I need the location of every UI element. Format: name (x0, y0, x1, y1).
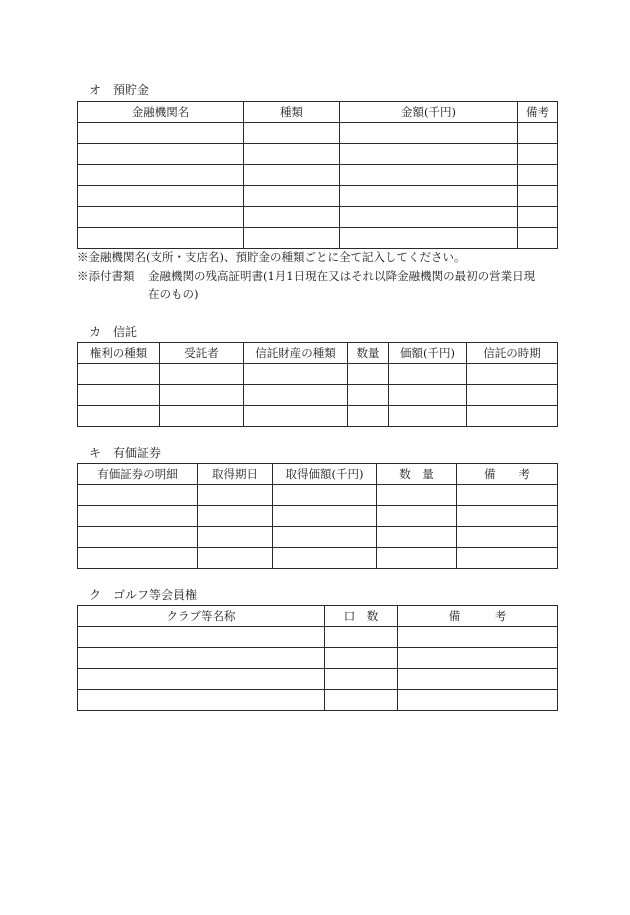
entry-cell[interactable] (244, 364, 348, 385)
entry-cell[interactable] (518, 123, 558, 144)
golf-header-remarks: 備 考 (398, 606, 558, 627)
table-row (78, 144, 558, 165)
entry-cell[interactable] (467, 364, 558, 385)
golf-body (78, 627, 558, 711)
entry-cell[interactable] (78, 364, 160, 385)
entry-cell[interactable] (518, 144, 558, 165)
entry-cell[interactable] (273, 527, 377, 548)
entry-cell[interactable] (325, 669, 398, 690)
entry-cell[interactable] (377, 485, 457, 506)
trust-header-value: 価額(千円) (389, 343, 467, 364)
entry-cell[interactable] (78, 207, 244, 228)
attachment-label: ※添付書類 (77, 269, 135, 283)
entry-cell[interactable] (377, 506, 457, 527)
entry-cell[interactable] (398, 648, 558, 669)
entry-cell[interactable] (377, 548, 457, 569)
golf-section-title: ク ゴルフ等会員権 (89, 588, 198, 602)
table-row (78, 648, 558, 669)
entry-cell[interactable] (377, 527, 457, 548)
trust-body (78, 364, 558, 427)
golf-table (77, 605, 558, 711)
entry-cell[interactable] (518, 228, 558, 249)
table-row (78, 186, 558, 207)
attachment-text-line1: 金融機関の残高証明書(1月1日現在又はそれ以降金融機関の最初の営業日現 (148, 269, 536, 283)
table-row (78, 364, 558, 385)
golf-header-club-name: クラブ等名称 (78, 606, 325, 627)
entry-cell[interactable] (325, 690, 398, 711)
table-row (78, 669, 558, 690)
entry-cell[interactable] (78, 385, 160, 406)
entry-cell[interactable] (340, 186, 518, 207)
entry-cell[interactable] (348, 385, 389, 406)
entry-cell[interactable] (198, 548, 273, 569)
securities-section-title: キ 有価証券 (89, 446, 162, 460)
entry-cell[interactable] (398, 690, 558, 711)
deposits-section-title: オ 預貯金 (89, 83, 150, 97)
table-row (78, 506, 558, 527)
deposits-header-amount: 金額(千円) (340, 102, 518, 123)
securities-header-remarks: 備 考 (457, 464, 558, 485)
deposits-header-remarks: 備考 (518, 102, 558, 123)
table-row (78, 165, 558, 186)
entry-cell[interactable] (198, 485, 273, 506)
deposits-header-row (78, 102, 558, 123)
entry-cell[interactable] (78, 123, 244, 144)
entry-cell[interactable] (325, 627, 398, 648)
securities-header-details: 有価証券の明細 (78, 464, 198, 485)
entry-cell[interactable] (244, 228, 340, 249)
deposits-table (77, 101, 558, 249)
entry-cell[interactable] (78, 648, 325, 669)
entry-cell[interactable] (244, 123, 340, 144)
entry-cell[interactable] (348, 364, 389, 385)
table-row (78, 406, 558, 427)
entry-cell[interactable] (340, 144, 518, 165)
entry-cell[interactable] (325, 648, 398, 669)
entry-cell[interactable] (160, 364, 244, 385)
securities-header-acquisition-cost: 取得価額(千円) (273, 464, 377, 485)
entry-cell[interactable] (78, 527, 198, 548)
securities-header-quantity: 数 量 (377, 464, 457, 485)
entry-cell[interactable] (198, 527, 273, 548)
entry-cell[interactable] (78, 548, 198, 569)
entry-cell[interactable] (273, 548, 377, 569)
entry-cell[interactable] (518, 165, 558, 186)
entry-cell[interactable] (78, 669, 325, 690)
entry-cell[interactable] (398, 627, 558, 648)
entry-cell[interactable] (273, 485, 377, 506)
entry-cell[interactable] (244, 186, 340, 207)
golf-header-units: 口 数 (325, 606, 398, 627)
entry-cell[interactable] (78, 690, 325, 711)
entry-cell[interactable] (340, 207, 518, 228)
trust-table (77, 342, 558, 427)
entry-cell[interactable] (244, 385, 348, 406)
entry-cell[interactable] (457, 548, 558, 569)
entry-cell[interactable] (273, 506, 377, 527)
table-row (78, 627, 558, 648)
trust-section-title: カ 信託 (89, 325, 138, 339)
table-row (78, 485, 558, 506)
table-row (78, 207, 558, 228)
entry-cell[interactable] (340, 123, 518, 144)
entry-cell[interactable] (244, 144, 340, 165)
entry-cell[interactable] (78, 144, 244, 165)
table-row (78, 228, 558, 249)
deposits-note: ※金融機関名(支所・支店名)、預貯金の種類ごとに全て記入してください。 (77, 250, 466, 264)
entry-cell[interactable] (244, 207, 340, 228)
entry-cell[interactable] (518, 186, 558, 207)
trust-header-period: 信託の時期 (467, 343, 558, 364)
entry-cell[interactable] (467, 406, 558, 427)
deposits-header-type: 種類 (244, 102, 340, 123)
securities-table (77, 463, 558, 569)
entry-cell[interactable] (398, 669, 558, 690)
entry-cell[interactable] (389, 364, 467, 385)
table-row (78, 527, 558, 548)
entry-cell[interactable] (78, 506, 198, 527)
securities-body (78, 485, 558, 569)
entry-cell[interactable] (457, 506, 558, 527)
table-row (78, 123, 558, 144)
trust-header-right-type: 権利の種類 (78, 343, 160, 364)
entry-cell[interactable] (198, 506, 273, 527)
entry-cell[interactable] (244, 165, 340, 186)
entry-cell[interactable] (78, 228, 244, 249)
entry-cell[interactable] (78, 485, 198, 506)
securities-header-acquisition-date: 取得期日 (198, 464, 273, 485)
entry-cell[interactable] (244, 406, 348, 427)
entry-cell[interactable] (340, 228, 518, 249)
entry-cell[interactable] (457, 527, 558, 548)
entry-cell[interactable] (78, 406, 160, 427)
trust-header-quantity: 数量 (348, 343, 389, 364)
trust-header-property-type: 信託財産の種類 (244, 343, 348, 364)
table-row (78, 385, 558, 406)
entry-cell[interactable] (160, 406, 244, 427)
entry-cell[interactable] (518, 207, 558, 228)
entry-cell[interactable] (389, 385, 467, 406)
entry-cell[interactable] (78, 165, 244, 186)
entry-cell[interactable] (389, 406, 467, 427)
table-row (78, 690, 558, 711)
trust-header-trustee: 受託者 (160, 343, 244, 364)
deposits-body (78, 123, 558, 249)
attachment-text-line2: 在のもの) (148, 287, 199, 301)
deposits-header-institution: 金融機関名 (78, 102, 244, 123)
securities-header-row (78, 464, 558, 485)
trust-header-row (78, 343, 558, 364)
entry-cell[interactable] (78, 186, 244, 207)
entry-cell[interactable] (467, 385, 558, 406)
entry-cell[interactable] (457, 485, 558, 506)
entry-cell[interactable] (340, 165, 518, 186)
golf-header-row (78, 606, 558, 627)
entry-cell[interactable] (78, 627, 325, 648)
table-row (78, 548, 558, 569)
entry-cell[interactable] (160, 385, 244, 406)
entry-cell[interactable] (348, 406, 389, 427)
